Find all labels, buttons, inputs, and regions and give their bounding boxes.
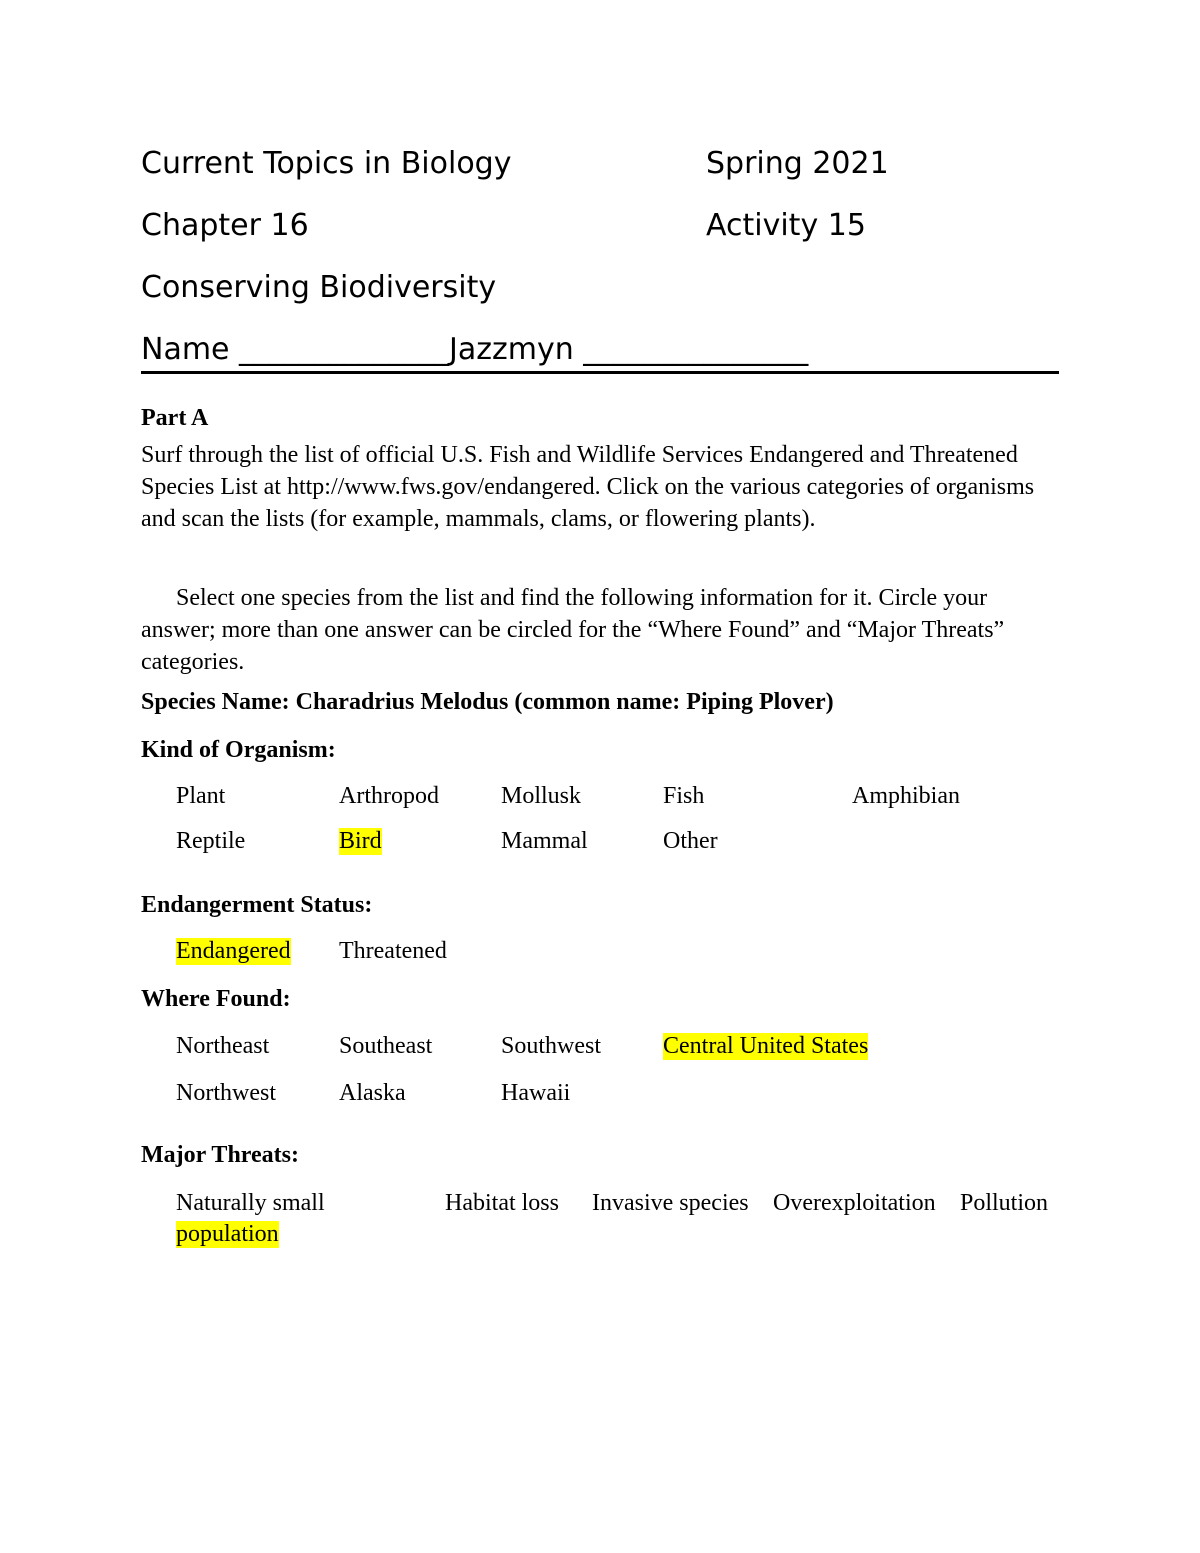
option-amphibian[interactable]: Amphibian — [852, 783, 960, 809]
option-central-us-selected[interactable]: Central United States — [663, 1033, 869, 1059]
option-mollusk[interactable]: Mollusk — [501, 783, 582, 809]
option-naturally-small[interactable]: Naturally small — [176, 1190, 325, 1216]
option-habitat-loss[interactable]: Habitat loss — [445, 1190, 559, 1216]
option-pollution[interactable]: Pollution — [960, 1190, 1049, 1216]
name-field: Name ______________Jazzmyn _______________ — [141, 332, 809, 367]
option-southwest[interactable]: Southwest — [501, 1033, 602, 1059]
option-endangered-selected[interactable]: Endangered — [176, 938, 291, 964]
option-northwest[interactable]: Northwest — [176, 1080, 276, 1106]
activity-label: Activity 15 — [706, 208, 866, 243]
kind-of-organism-heading: Kind of Organism: — [141, 737, 336, 763]
option-plant[interactable]: Plant — [176, 783, 226, 809]
instructions-paragraph: Surf through the list of official U.S. Fish and Wildlife Services Endangered and Threatened Species List at http://www.fws.gov/endangered. Click on the various categories of organisms and scan the lists (for example, mammals, clams, or flowering plants). — [141, 442, 1035, 532]
species-name: Species Name: Charadrius Melodus (common name: Piping Plover) — [141, 689, 834, 715]
option-arthropod[interactable]: Arthropod — [339, 783, 439, 809]
option-threatened[interactable]: Threatened — [339, 938, 447, 964]
option-overexploitation[interactable]: Overexploitation — [773, 1190, 936, 1216]
chapter-label: Chapter 16 — [141, 208, 309, 243]
option-fish[interactable]: Fish — [663, 783, 705, 809]
option-reptile[interactable]: Reptile — [176, 828, 246, 854]
header-divider — [141, 371, 1059, 374]
option-invasive-species[interactable]: Invasive species — [592, 1190, 749, 1216]
option-population-selected[interactable]: population — [176, 1221, 279, 1247]
option-mammal[interactable]: Mammal — [501, 828, 588, 854]
topic-title: Conserving Biodiversity — [141, 270, 497, 305]
course-title: Current Topics in Biology — [141, 146, 512, 181]
selection-instructions: Select one species from the list and find the following information for it. Circle your answer; more than one answer can be circled for the “Where Found” and “Major Threats” categories. — [141, 585, 1005, 675]
where-found-heading: Where Found: — [141, 986, 291, 1012]
option-hawaii[interactable]: Hawaii — [501, 1080, 571, 1106]
option-other[interactable]: Other — [663, 828, 718, 854]
endangerment-status-heading: Endangerment Status: — [141, 892, 373, 918]
major-threats-heading: Major Threats: — [141, 1142, 299, 1168]
option-alaska[interactable]: Alaska — [339, 1080, 406, 1106]
option-northeast[interactable]: Northeast — [176, 1033, 270, 1059]
option-bird-selected[interactable]: Bird — [339, 828, 382, 854]
term-label: Spring 2021 — [706, 146, 889, 181]
part-a-heading: Part A — [141, 405, 209, 431]
option-southeast[interactable]: Southeast — [339, 1033, 433, 1059]
